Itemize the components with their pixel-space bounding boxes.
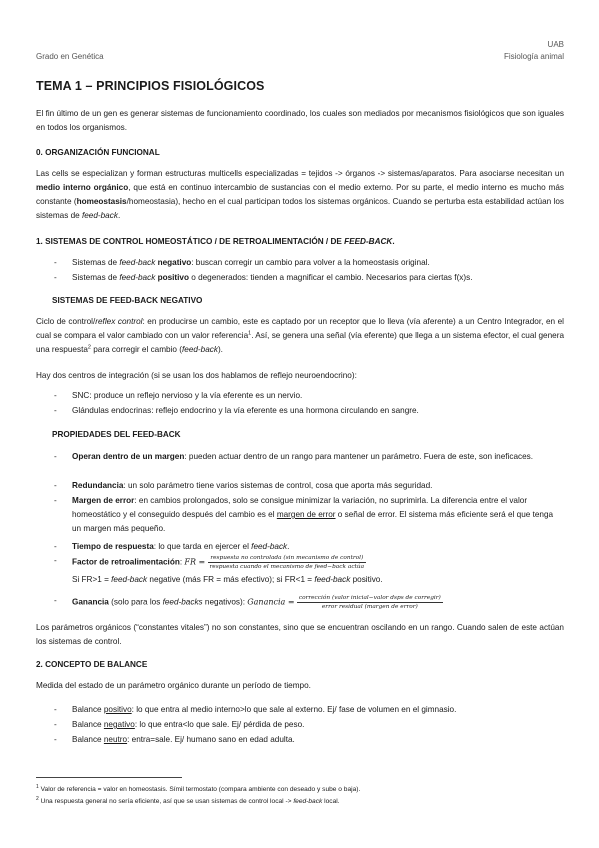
header-left: Grado en Genética xyxy=(36,52,104,61)
page-title: TEMA 1 – PRINCIPIOS FISIOLÓGICOS xyxy=(36,79,265,93)
gain-formula-fraction: $\frac{\text{corrección (valor inicial−valor dsps de corregir)}}{\text{error residual (margen de error)}}$ xyxy=(298,595,441,610)
control-cycle-paragraph: Ciclo de control/reflex control: en producirse un cambio, este es captado por un receptor que lo lleva (vía aferente) a un Centro Integrador, en el cual se compara el valor cambiado con un valor referencia$^1$. Así, se genera una señal (vía eferente) que llega a un sistema efector, el cual genera una respuesta$^2$ para corregir el cambio (feed-back). xyxy=(36,317,564,354)
section-0-heading: 0. ORGANIZACIÓN FUNCIONAL xyxy=(36,148,160,157)
list-item: - Balance negativo: lo que entra<lo que sale. Ej/ pérdida de peso. xyxy=(54,720,305,729)
list-item: - Sistemas de feed-back negativo: buscan corregir un cambio para volver a la homeostasis original. xyxy=(54,258,430,267)
property-item: - Tiempo de respuesta: lo que tarda en ejercer el feed-back. xyxy=(54,542,290,551)
header-right-bottom: Fisiología animal xyxy=(503,52,564,61)
footnote-2: $^2$ Una respuesta general no sería eficiente, así que se usan sistemas de control local -> feed-back local. xyxy=(36,795,340,805)
subsection-heading: SISTEMAS DE FEED-BACK NEGATIVO xyxy=(52,296,203,305)
vital-constants-paragraph: Los parámetros orgánicos (“constantes vitales”) no son constantes, sino que se encuentran oscilando en un rango. Cuando salen de este actúan los sistemas de control. xyxy=(36,623,564,646)
section-0-paragraph: Las cells se especializan y forman estructuras multicells especializadas = tejidos -> órganos -> sistemas/aparatos. Para asociarse necesitan un medio interno orgánico, que está en continuo intercambio de sustancias con el medio externo. Por su parte, el medio interno es mucho más constante (homeostasis/homeostasia), hecho en el cual participan todos los sistemas orgánicos. Cuando se perturba esta estabilidad actúan los sistemas de feed-back. xyxy=(36,169,564,220)
intro-paragraph: El fin último de un gen es generar sistemas de funcionamiento coordinado, los cuales son mediados por mecanismos fisiológicos que son iguales en todos los organismos. xyxy=(36,109,564,132)
properties-heading: PROPIEDADES DEL FEED-BACK xyxy=(52,430,181,439)
list-item: - Sistemas de feed-back positivo o degenerados: tienden a magnificar el cambio. Necesarios para ciertas f(x)s. xyxy=(54,273,473,282)
header-right-top: UAB xyxy=(547,40,564,49)
footnote-1: $^1$ Valor de referencia = valor en homeostasis. Símil termostato (compara ambiente con deseado y sube o baja). xyxy=(36,783,361,793)
property-item-continuation: Si FR>1 = feed-back negative (más FR = más efectivo); si FR<1 = feed-back positivo. xyxy=(72,575,383,584)
fr-formula-lhs: FR = xyxy=(184,557,206,567)
property-item: - Ganancia (solo para los feed-backs negativos): Ganancia = $\frac{\text{corrección (valor inicial−valor dsps de corregir)}}{\text{error residual (margen de error)}}$ xyxy=(54,595,441,610)
section-1-heading: 1. SISTEMAS DE CONTROL HOMEOSTÁTICO / DE RETROALIMENTACIÓN / DE FEED-BACK. xyxy=(36,237,395,246)
gain-formula-lhs: Ganancia = xyxy=(247,597,295,607)
list-item: - Balance neutro: entra=sale. Ej/ humano sano en edad adulta. xyxy=(54,735,295,744)
property-item: - Margen de error: en cambios prolongados, solo se consigue minimizar la variación, no suprimirla. La diferencia entre el valor homeostático y el conseguido después del cambio es el margen de error o señal de error. El sistema más eficiente será el que tenga un margen más pequeño. xyxy=(54,496,554,533)
list-item: - Balance positivo: lo que entra al medio interno>lo que sale al externo. Ej/ fase de volumen en el gimnasio. xyxy=(54,705,457,714)
balance-definition: Medida del estado de un parámetro orgánico durante un período de tiempo. xyxy=(36,681,311,690)
integration-centers-paragraph: Hay dos centros de integración (si se usan los dos hablamos de reflejo neuroendocrino): xyxy=(36,371,357,380)
property-item: - Operan dentro de un margen: pueden actuar dentro de un rango para mantener un parámetro. Fuera de este, son ineficaces. xyxy=(54,452,534,461)
list-item: - Glándulas endocrinas: reflejo endocrino y la vía eferente es una hormona circulando en sangre. xyxy=(54,406,419,415)
property-item: - Redundancia: un solo parámetro tiene varios sistemas de control, cosa que aporta más seguridad. xyxy=(54,481,433,490)
fr-formula-fraction: $\frac{\text{respuesta no controlada (sin mecanismo de control)}}{\text{respuesta cuando el mecanismo de feed−back actúa}}$ xyxy=(209,555,365,570)
footnote-divider xyxy=(36,777,182,778)
list-item: - SNC: produce un reflejo nervioso y la vía eferente es un nervio. xyxy=(54,391,303,400)
property-item: - Factor de retroalimentación: FR = $\frac{\text{respuesta no controlada (sin mecanismo de control)}}{\text{respuesta cuando el mecanismo de feed−back actúa}}$ xyxy=(54,555,365,570)
section-2-heading: 2. CONCEPTO DE BALANCE xyxy=(36,660,148,669)
